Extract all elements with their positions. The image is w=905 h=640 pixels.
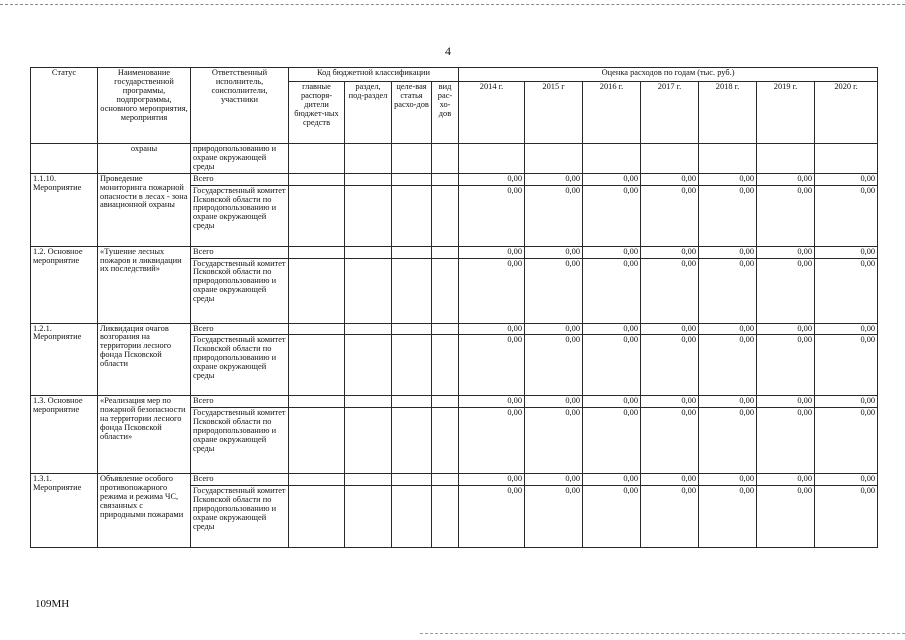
header-executor: Ответственный исполнитель, соисполнители, участники — [191, 68, 289, 144]
total-value-cell: 0,00 — [583, 474, 641, 486]
executor-cell: Государственный комитет Псковской области по природопользованию и охране окружающей среды — [191, 486, 289, 548]
executor-value-cell: 0,00 — [525, 185, 583, 246]
executor-value-cell: 0,00 — [757, 408, 815, 474]
executor-value-cell: 0,00 — [815, 258, 878, 323]
total-value-cell: 0,00 — [815, 173, 878, 185]
total-label-cell: Всего — [191, 396, 289, 408]
executor-value-cell: 0,00 — [699, 258, 757, 323]
code-cell — [432, 258, 459, 323]
status-cell: 1.2. Основное мероприятие — [31, 246, 98, 323]
footer-code: 109МН — [35, 598, 70, 610]
name-cell: Объявление особого противопожарного режима и режима ЧС, связанных с природными пожарами — [98, 474, 191, 548]
code-cell — [432, 246, 459, 258]
header-year: 2018 г. — [699, 82, 757, 144]
executor-value-cell: 0,00 — [459, 486, 525, 548]
code-cell — [392, 396, 432, 408]
code-cell — [432, 396, 459, 408]
total-value-cell: 0,00 — [757, 173, 815, 185]
executor-value-cell: 0,00 — [815, 185, 878, 246]
total-value-cell: 0,00 — [459, 246, 525, 258]
total-value-cell: 0,00 — [583, 246, 641, 258]
total-value-cell: 0,00 — [525, 246, 583, 258]
code-cell — [345, 323, 392, 335]
executor-value-cell: 0,00 — [525, 258, 583, 323]
total-value-cell: 0,00 — [641, 474, 699, 486]
status-cell: 1.2.1. Мероприятие — [31, 323, 98, 396]
total-value-cell: 0,00 — [757, 323, 815, 335]
header-year: 2020 г. — [815, 82, 878, 144]
executor-value-cell: 0,00 — [757, 486, 815, 548]
executor-cell: Государственный комитет Псковской области по природопользованию и охране окружающей среды — [191, 408, 289, 474]
header-status: Статус — [31, 68, 98, 144]
name-cell: «Реализация мер по пожарной безопасности на территории лесного фонда Псковской области» — [98, 396, 191, 474]
total-value-cell: 0,00 — [757, 246, 815, 258]
total-value-cell: 0,00 — [525, 396, 583, 408]
total-value-cell: 0,00 — [583, 396, 641, 408]
code-cell — [432, 173, 459, 185]
program-row-total — [31, 396, 878, 408]
code-cell — [392, 173, 432, 185]
code-cell — [432, 144, 459, 174]
code-cell — [289, 486, 345, 548]
page-number: 4 — [445, 44, 451, 58]
executor-value-cell: 0,00 — [525, 335, 583, 396]
scan-edge-top — [0, 4, 905, 5]
executor-value-cell: 0,00 — [459, 408, 525, 474]
code-cell — [289, 396, 345, 408]
code-cell — [289, 408, 345, 474]
executor-value-cell: 0,00 — [583, 185, 641, 246]
total-value-cell: 0,00 — [459, 323, 525, 335]
total-value-cell: 0,00 — [525, 173, 583, 185]
total-value-cell: 0,00 — [757, 474, 815, 486]
code-cell — [392, 323, 432, 335]
total-value-cell: 0,00 — [641, 396, 699, 408]
executor-value-cell: 0,00 — [699, 486, 757, 548]
header-year: 2019 г. — [757, 82, 815, 144]
total-value-cell: 0,00 — [459, 474, 525, 486]
code-cell — [345, 474, 392, 486]
code-cell — [345, 144, 392, 174]
total-value-cell: 0,00 — [699, 474, 757, 486]
program-row-total — [31, 323, 878, 335]
total-value-cell: 0,00 — [699, 396, 757, 408]
executor-value-cell: 0,00 — [699, 335, 757, 396]
code-cell — [345, 173, 392, 185]
executor-value-cell: 0,00 — [641, 185, 699, 246]
value-cell — [815, 144, 878, 174]
code-cell — [345, 246, 392, 258]
total-value-cell: 0,00 — [699, 173, 757, 185]
executor-value-cell: 0,00 — [641, 335, 699, 396]
program-row-total — [31, 474, 878, 486]
name-cell: Проведение мониторинга пожарной опасности в лесах - зона авиационной охраны — [98, 173, 191, 246]
status-cell: 1.3.1. Мероприятие — [31, 474, 98, 548]
executor-value-cell: 0,00 — [583, 335, 641, 396]
value-cell — [459, 144, 525, 174]
header-target-article: целе-вая статья расхо-дов — [392, 82, 432, 144]
code-cell — [345, 396, 392, 408]
executor-value-cell: 0,00 — [459, 335, 525, 396]
name-cell: «Тушение лесных пожаров и ликвидации их последствий» — [98, 246, 191, 323]
scan-edge-bottom — [420, 633, 905, 634]
code-cell — [345, 335, 392, 396]
value-cell — [757, 144, 815, 174]
program-row-total — [31, 246, 878, 258]
executor-value-cell: 0,00 — [815, 408, 878, 474]
executor-cell: Государственный комитет Псковской области по природопользованию и охране окружающей среды — [191, 335, 289, 396]
header-year: 2015 г — [525, 82, 583, 144]
total-label-cell: Всего — [191, 246, 289, 258]
total-value-cell: 0,00 — [699, 323, 757, 335]
executor-value-cell: 0,00 — [641, 408, 699, 474]
header-year: 2014 г. — [459, 82, 525, 144]
code-cell — [289, 258, 345, 323]
code-cell — [392, 335, 432, 396]
code-cell — [392, 185, 432, 246]
code-cell — [392, 474, 432, 486]
value-cell — [699, 144, 757, 174]
executor-value-cell: 0,00 — [583, 486, 641, 548]
value-cell — [583, 144, 641, 174]
code-cell — [289, 335, 345, 396]
executor-value-cell: 0,00 — [525, 486, 583, 548]
executor-value-cell: 0,00 — [699, 185, 757, 246]
total-value-cell: 0,00 — [459, 396, 525, 408]
total-value-cell: 0,00 — [641, 246, 699, 258]
total-value-cell: 0,00 — [641, 323, 699, 335]
header-name: Наименование государственной программы, подпрограммы, основного мероприятия, мероприятия — [98, 68, 191, 144]
code-cell — [432, 323, 459, 335]
code-cell — [432, 185, 459, 246]
code-cell — [392, 144, 432, 174]
executor-value-cell: 0,00 — [583, 258, 641, 323]
total-value-cell: 0,00 — [641, 173, 699, 185]
code-cell — [345, 258, 392, 323]
code-cell — [392, 246, 432, 258]
executor-cell: природопользованию и охране окружающей среды — [191, 144, 289, 174]
code-cell — [392, 486, 432, 548]
code-cell — [432, 408, 459, 474]
executor-value-cell: 0,00 — [815, 335, 878, 396]
total-value-cell: 0,00 — [525, 323, 583, 335]
status-cell: 1.3. Основное мероприятие — [31, 396, 98, 474]
header-estimate: Оценка расходов по годам (тыс. руб.) — [459, 68, 878, 82]
value-cell — [641, 144, 699, 174]
code-cell — [289, 173, 345, 185]
code-cell — [345, 408, 392, 474]
total-value-cell: 0,00 — [459, 173, 525, 185]
program-row-total — [31, 173, 878, 185]
code-cell — [392, 258, 432, 323]
code-cell — [289, 246, 345, 258]
executor-value-cell: 0,00 — [699, 408, 757, 474]
executor-value-cell: 0,00 — [459, 185, 525, 246]
name-cell: Ликвидация очагов возгорания на территории лесного фонда Псковской области — [98, 323, 191, 396]
status-cell: 1.1.10. Мероприятие — [31, 173, 98, 246]
header-section: раздел, под-раздел — [345, 82, 392, 144]
executor-value-cell: 0,00 — [459, 258, 525, 323]
code-cell — [289, 185, 345, 246]
total-value-cell: 0,00 — [699, 246, 757, 258]
header-expense-type: вид рас-хо-дов — [432, 82, 459, 144]
header-chief-manager: главные распоря-дители бюджет-ных средств — [289, 82, 345, 144]
total-label-cell: Всего — [191, 173, 289, 185]
code-cell — [432, 335, 459, 396]
continuation-row — [31, 144, 878, 174]
name-cell: охраны — [98, 144, 191, 174]
executor-value-cell: 0,00 — [757, 258, 815, 323]
code-cell — [289, 144, 345, 174]
executor-value-cell: 0,00 — [757, 335, 815, 396]
code-cell — [392, 408, 432, 474]
code-cell — [289, 474, 345, 486]
executor-value-cell: 0,00 — [641, 258, 699, 323]
code-cell — [345, 486, 392, 548]
total-value-cell: 0,00 — [815, 323, 878, 335]
code-cell — [289, 323, 345, 335]
executor-cell: Государственный комитет Псковской области по природопользованию и охране окружающей среды — [191, 185, 289, 246]
total-value-cell: 0,00 — [815, 396, 878, 408]
total-value-cell: 0,00 — [815, 246, 878, 258]
executor-cell: Государственный комитет Псковской области по природопользованию и охране окружающей среды — [191, 258, 289, 323]
code-cell — [345, 185, 392, 246]
code-cell — [432, 486, 459, 548]
total-value-cell: 0,00 — [815, 474, 878, 486]
budget-table — [30, 67, 878, 548]
total-label-cell: Всего — [191, 323, 289, 335]
header-year: 2017 г. — [641, 82, 699, 144]
total-value-cell: 0,00 — [583, 173, 641, 185]
total-label-cell: Всего — [191, 474, 289, 486]
code-cell — [432, 474, 459, 486]
total-value-cell: 0,00 — [525, 474, 583, 486]
header-budget-code: Код бюджетной классификации — [289, 68, 459, 82]
executor-value-cell: 0,00 — [815, 486, 878, 548]
total-value-cell: 0,00 — [583, 323, 641, 335]
executor-value-cell: 0,00 — [757, 185, 815, 246]
header-year: 2016 г. — [583, 82, 641, 144]
status-cell — [31, 144, 98, 174]
executor-value-cell: 0,00 — [641, 486, 699, 548]
total-value-cell: 0,00 — [757, 396, 815, 408]
value-cell — [525, 144, 583, 174]
executor-value-cell: 0,00 — [583, 408, 641, 474]
executor-value-cell: 0,00 — [525, 408, 583, 474]
